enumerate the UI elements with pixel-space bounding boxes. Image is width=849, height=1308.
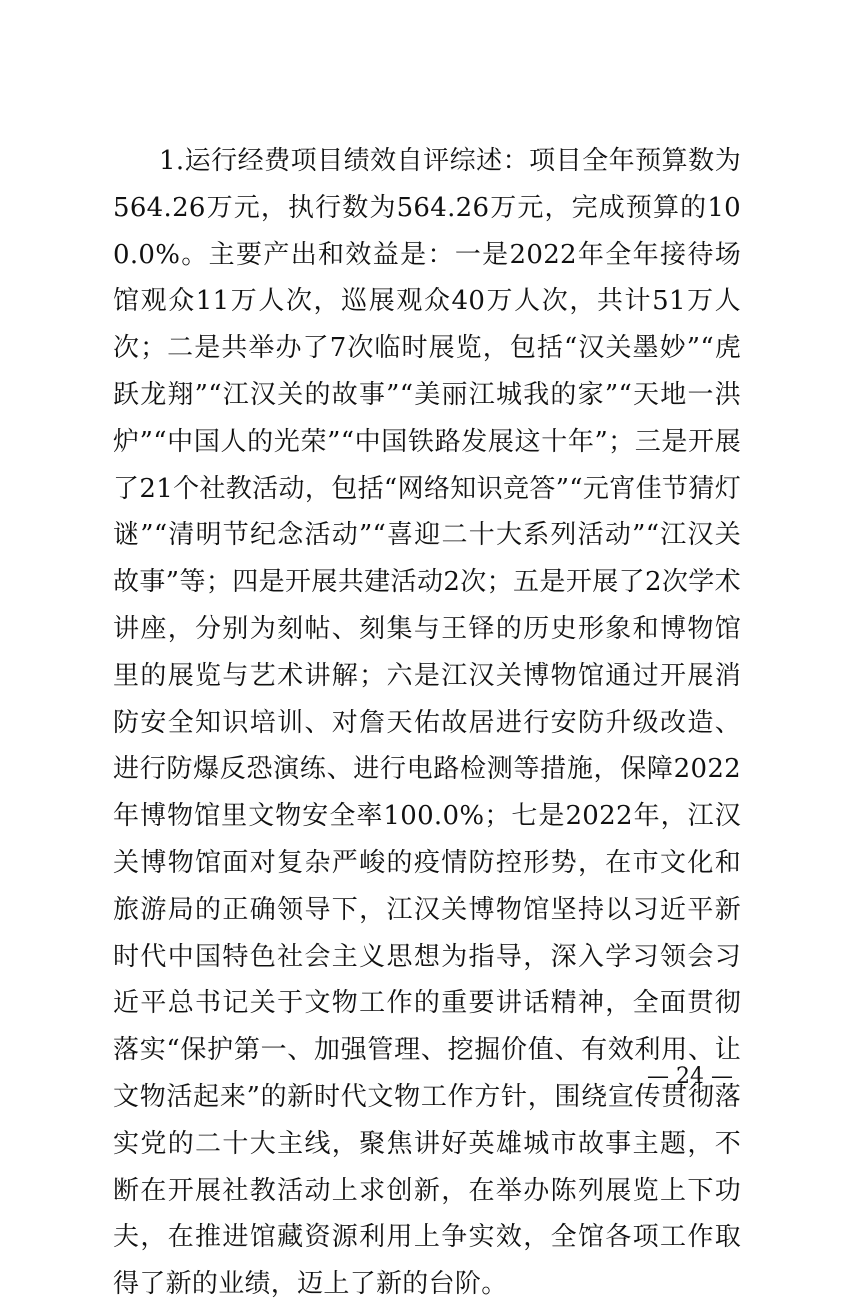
body-text: [113, 138, 741, 1308]
performance-summary-paragraph: 1.运行经费项目绩效自评综述：项目全年预算数为564.26万元，执行数为564.26万元，完成预算的100.0%。主要产出和效益是：一是2022年全年接待场馆观众11万人次，巡展观众40万人次，共计51万人次；二是共举办了7次临时展览，包括“汉关墨妙”“虎跃龙翔”“江汉关的故事”“美丽江城我的家”“天地一洪炉”“中国人的光荣”“中国铁路发展这十年”；三是开展了21个社教活动，包括“网络知识竞答”“元宵佳节猜灯谜”“清明节纪念活动”“喜迎二十大系列活动”“江汉关故事”等；四是开展共建活动2次；五是开展了2次学术讲座，分别为刻帖、刻集与王铎的历史形象和博物馆里的展览与艺术讲解；六是江汉关博物馆通过开展消防安全知识培训、对詹天佑故居进行安防升级改造、进行防爆反恐演练、进行电路检测等措施，保障2022年博物馆里文物安全率100.0%；七是2022年，江汉关博物馆面对复杂严峻的疫情防控形势，在市文化和旅游局的正确领导下，江汉关博物馆坚持以习近平新时代中国特色社会主义思想为指导，深入学习领会习近平总书记关于文物工作的重要讲话精神，全面贯彻落实“保护第一、加强管理、挖掘价值、有效利用、让文物活起来”的新时代文物工作方针，围绕宣传贯彻落实党的二十大主线，聚焦讲好英雄城市故事主题，不断在开展社教活动上求创新，在举办陈列展览上下功夫，在推进馆藏资源利用上争实效，全馆各项工作取得了新的业绩，迈上了新的台阶。: [113, 146, 741, 1300]
page-number: — 24 —: [647, 1064, 733, 1089]
